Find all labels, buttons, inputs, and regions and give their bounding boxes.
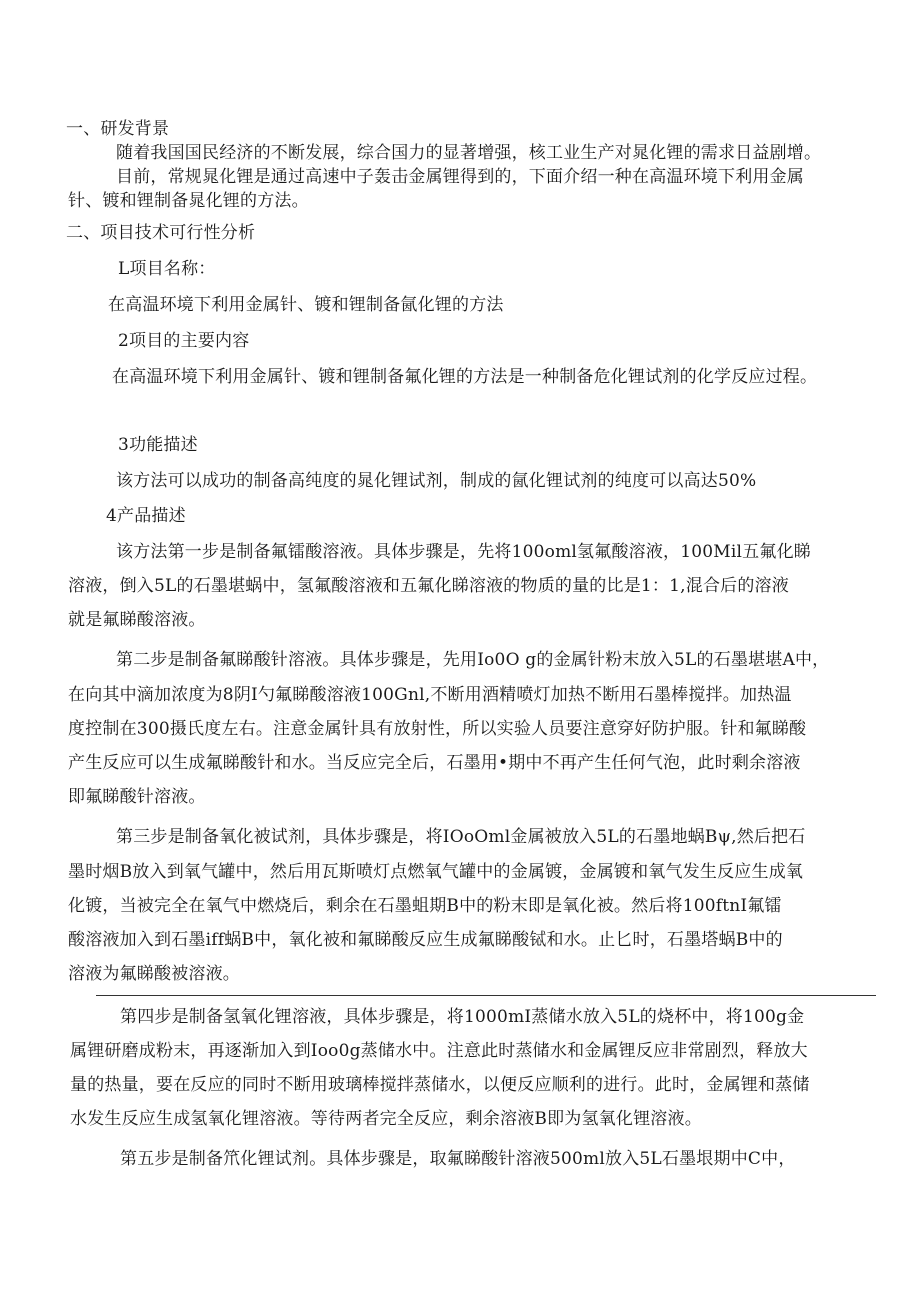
subheading-main-content: 2项目的主要内容 — [118, 331, 250, 351]
paragraph-line: 量的热量，要在反应的同时不断用玻璃棒搅拌蒸储水，以便反应顺利的进行。此时，金属锂和蒸储 — [70, 1075, 810, 1095]
paragraph-line: 水发生反应生成氢氧化锂溶液。等待两者完全反应，剩余溶液B即为氢氧化锂溶液。 — [70, 1109, 702, 1129]
heading-feasibility-analysis: 二、项目技术可行性分析 — [66, 223, 256, 243]
paragraph-line: 目前，常规晁化锂是通过高速中子轰击金属锂得到的，下面介绍一种在高温环境下利用金属 — [116, 167, 804, 187]
paragraph-line: 在高温环境下利用金属针、镀和锂制备氟化锂的方法是一种制备危化锂试剂的化学反应过程。 — [112, 367, 818, 387]
paragraph-line: 第三步是制备氧化被试剂，具体步骤是，将IOoOml金属被放入5L的石墨地蜗Bψ,然后把石 — [116, 827, 806, 847]
paragraph-line: 化镀，当被完全在氧气中燃烧后，剩余在石墨蛆期B中的粉末即是氧化被。然后将100ftnI氟镭 — [68, 896, 782, 916]
paragraph-line: 溶液，倒入5L的石墨堪蜗中，氢氟酸溶液和五氟化睇溶液的物质的量的比是1：1,混合后的溶液 — [68, 576, 789, 596]
subheading-function-description: 3功能描述 — [118, 435, 198, 455]
paragraph-line: 针、镀和锂制备晁化锂的方法。 — [68, 191, 309, 211]
paragraph-line: 就是氟睇酸溶液。 — [68, 610, 206, 630]
paragraph-line: 墨时烟B放入到氧气罐中，然后用瓦斯喷灯点燃氧气罐中的金属镀，金属镀和氧气发生反应生成氧 — [68, 862, 804, 882]
paragraph-line: 产生反应可以生成氟睇酸针和水。当反应完全后，石墨用•期中不再产生任何气泡，此时剩余溶液 — [68, 753, 801, 773]
heading-research-background: 一、研发背景 — [66, 119, 170, 139]
paragraph-line: 第四步是制备氢氧化锂溶液，具体步骤是，将1000mI蒸储水放入5L的烧杯中，将100g金 — [120, 1007, 805, 1027]
paragraph-line: 该方法第一步是制备氟镭酸溶液。具体步骤是，先将100oml氢氟酸溶液，100Mil五氟化睇 — [116, 542, 811, 562]
paragraph-line: 在向其中滴加浓度为8阴I勺氟睇酸溶液100Gnl,不断用酒精喷灯加热不断用石墨棒搅拌。加热温 — [68, 685, 792, 705]
subheading-product-description: 4产品描述 — [106, 506, 186, 526]
paragraph-line: 属锂研磨成粉末，再逐渐加入到Ioo0g蒸储水中。注意此时蒸储水和金属锂反应非常剧烈，释放大 — [70, 1041, 808, 1061]
paragraph-line: 该方法可以成功的制备高纯度的晁化锂试剂，制成的氤化锂试剂的纯度可以高达50% — [116, 471, 757, 491]
paragraph-line: 酸溶液加入到石墨iff蜗B中，氧化被和氟睇酸反应生成氟睇酸铽和水。止匕时，石墨塔蜗B中的 — [68, 930, 783, 950]
paragraph-line: 即氟睇酸针溶液。 — [68, 787, 206, 807]
paragraph-line: 随着我国国民经济的不断发展，综合国力的显著增强，核工业生产对晁化锂的需求日益剧增。 — [116, 143, 822, 163]
paragraph-line: 第五步是制备笊化锂试剂。具体步骤是，取氟睇酸针溶液500ml放入5L石墨垠期中C中， — [120, 1149, 796, 1169]
paragraph-line: 溶液为氟睇酸被溶液。 — [68, 964, 240, 984]
paragraph-line: 在高温环境下利用金属针、镀和锂制备氤化锂的方法 — [108, 295, 504, 315]
subheading-project-name: L项目名称： — [118, 259, 216, 279]
paragraph-line: 第二步是制备氟睇酸针溶液。具体步骤是，先用Io0O g的金属针粉末放入5L的石墨堪堪A中， — [116, 650, 830, 670]
section-divider — [96, 995, 876, 996]
paragraph-line: 度控制在300摄氏度左右。注意金属针具有放射性，所以实验人员要注意穿好防护服。针和氟睇酸 — [68, 719, 807, 739]
